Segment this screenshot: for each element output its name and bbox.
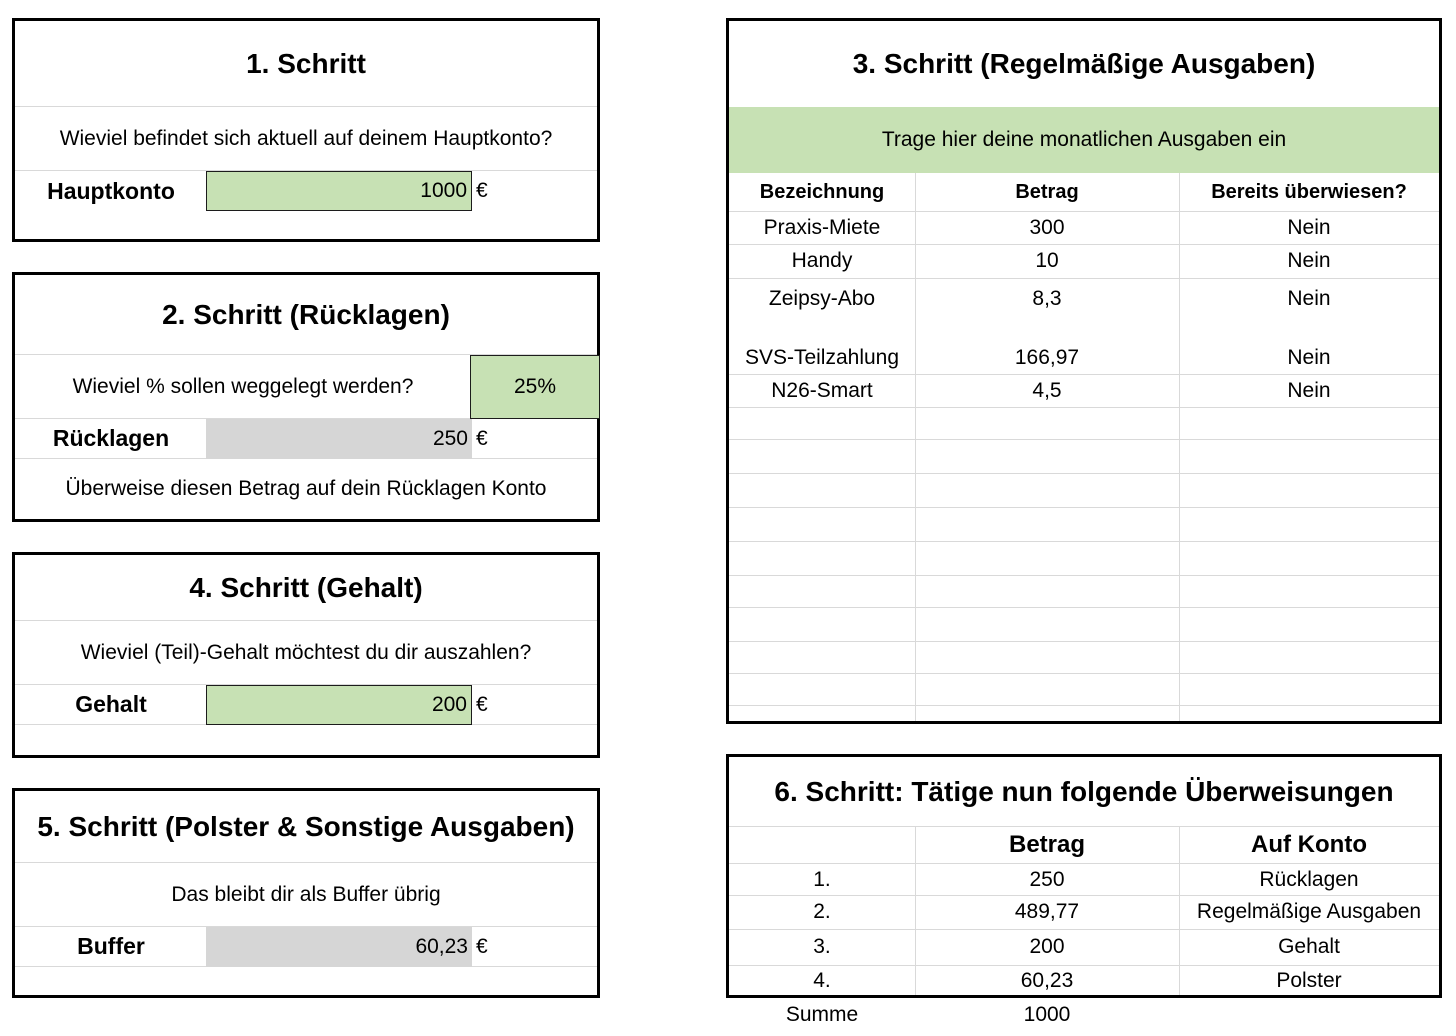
expense-amount-cell[interactable]: 4,5 [1032, 379, 1062, 402]
step2-percent-row [15, 355, 597, 419]
hauptkonto-label: Hauptkonto [47, 177, 175, 204]
step5-note: Das bleibt dir als Buffer übrig [15, 863, 597, 927]
buffer-value: 60,23 [206, 927, 472, 967]
expense-paid-cell[interactable]: Nein [1287, 287, 1331, 310]
step4-question: Wieviel (Teil)-Gehalt möchtest du dir auszahlen? [15, 621, 597, 685]
expense-name-cell[interactable]: N26-Smart [771, 379, 873, 402]
transfer-account-cell: Regelmäßige Ausgaben [1196, 900, 1422, 923]
step1-question: Wieviel befindet sich aktuell auf deinem Hauptkonto? [15, 107, 597, 171]
transfer-amount-cell: 250 [1029, 868, 1065, 891]
step4-input-row [15, 685, 597, 725]
buffer-label: Buffer [77, 933, 145, 959]
expenses-header-amount: Betrag [1015, 180, 1079, 203]
step1-input-row [15, 171, 597, 211]
expense-name-cell[interactable]: Zeipsy-Abo [768, 287, 876, 310]
ruecklagen-label: Rücklagen [52, 425, 170, 451]
transfer-account-cell: Rücklagen [1259, 868, 1359, 891]
transfer-index-cell: 4. [813, 969, 831, 992]
hauptkonto-input[interactable]: 1000 [206, 171, 472, 211]
step2-question: Wieviel % sollen weggelegt werden? [72, 374, 414, 398]
expenses-table [729, 173, 1439, 721]
expense-name-cell[interactable]: SVS-Teilzahlung [744, 346, 900, 369]
step2-panel [12, 272, 600, 522]
step5-buffer-row [15, 927, 597, 967]
gehalt-currency: € [476, 693, 488, 716]
transfers-header-amount: Betrag [1008, 831, 1086, 858]
ruecklagen-percent-input[interactable]: 25% [470, 355, 600, 419]
step5-panel [12, 788, 600, 998]
expense-amount-cell[interactable]: 10 [1035, 249, 1059, 272]
transfer-account-cell: Gehalt [1278, 935, 1340, 958]
step3-banner: Trage hier deine monatlichen Ausgaben ein [729, 107, 1439, 173]
transfer-amount-cell: 60,23 [1020, 969, 1074, 992]
step4-title: 4. Schritt (Gehalt) [15, 555, 597, 621]
expense-amount-cell[interactable]: 166,97 [1014, 346, 1080, 369]
step6-title: 6. Schritt: Tätige nun folgende Überweisungen [729, 757, 1439, 827]
gehalt-input[interactable]: 200 [206, 685, 472, 725]
transfer-index-cell: 3. [813, 935, 831, 958]
transfers-sum-value: 1000 [1023, 1003, 1071, 1026]
expense-name-cell[interactable]: Handy [791, 249, 853, 272]
expense-paid-cell[interactable]: Nein [1287, 215, 1331, 239]
step2-note: Überweise diesen Betrag auf dein Rücklagen Konto [65, 477, 547, 500]
transfer-amount-cell: 200 [1029, 935, 1065, 958]
transfers-header-index [729, 827, 915, 863]
buffer-currency: € [476, 935, 488, 958]
expense-amount-cell[interactable]: 300 [1029, 215, 1065, 239]
step4-panel [12, 552, 600, 758]
expense-paid-cell[interactable]: Nein [1287, 346, 1331, 369]
transfer-index-cell: 1. [813, 868, 831, 891]
ruecklagen-value: 250 [206, 419, 472, 459]
expense-paid-cell[interactable]: Nein [1287, 249, 1331, 272]
step2-title: 2. Schritt (Rücklagen) [15, 275, 597, 355]
step3-title: 3. Schritt (Regelmäßige Ausgaben) [852, 48, 1316, 79]
transfer-account-cell: Polster [1276, 969, 1342, 992]
step1-panel [12, 18, 600, 242]
step5-title: 5. Schritt (Polster & Sonstige Ausgaben) [15, 791, 597, 863]
transfer-amount-cell: 489,77 [1014, 900, 1080, 923]
step6-panel [726, 754, 1442, 998]
hauptkonto-currency: € [476, 179, 488, 202]
expense-amount-cell[interactable]: 8,3 [1032, 287, 1062, 310]
expense-name-cell[interactable]: Praxis-Miete [763, 215, 881, 239]
expenses-header-name: Bezeichnung [759, 180, 885, 203]
transfers-sum-label: Summe [785, 1003, 859, 1026]
step1-title: 1. Schritt [15, 21, 597, 107]
expense-paid-cell[interactable]: Nein [1287, 379, 1331, 402]
step2-amount-row [15, 419, 597, 459]
transfer-index-cell: 2. [813, 900, 831, 923]
gehalt-label: Gehalt [75, 691, 147, 717]
transfers-table [729, 827, 1439, 995]
transfers-header-account: Auf Konto [1251, 831, 1367, 858]
expenses-header-paid: Bereits überwiesen? [1211, 180, 1407, 203]
step3-panel [726, 18, 1442, 724]
ruecklagen-currency: € [476, 427, 488, 450]
